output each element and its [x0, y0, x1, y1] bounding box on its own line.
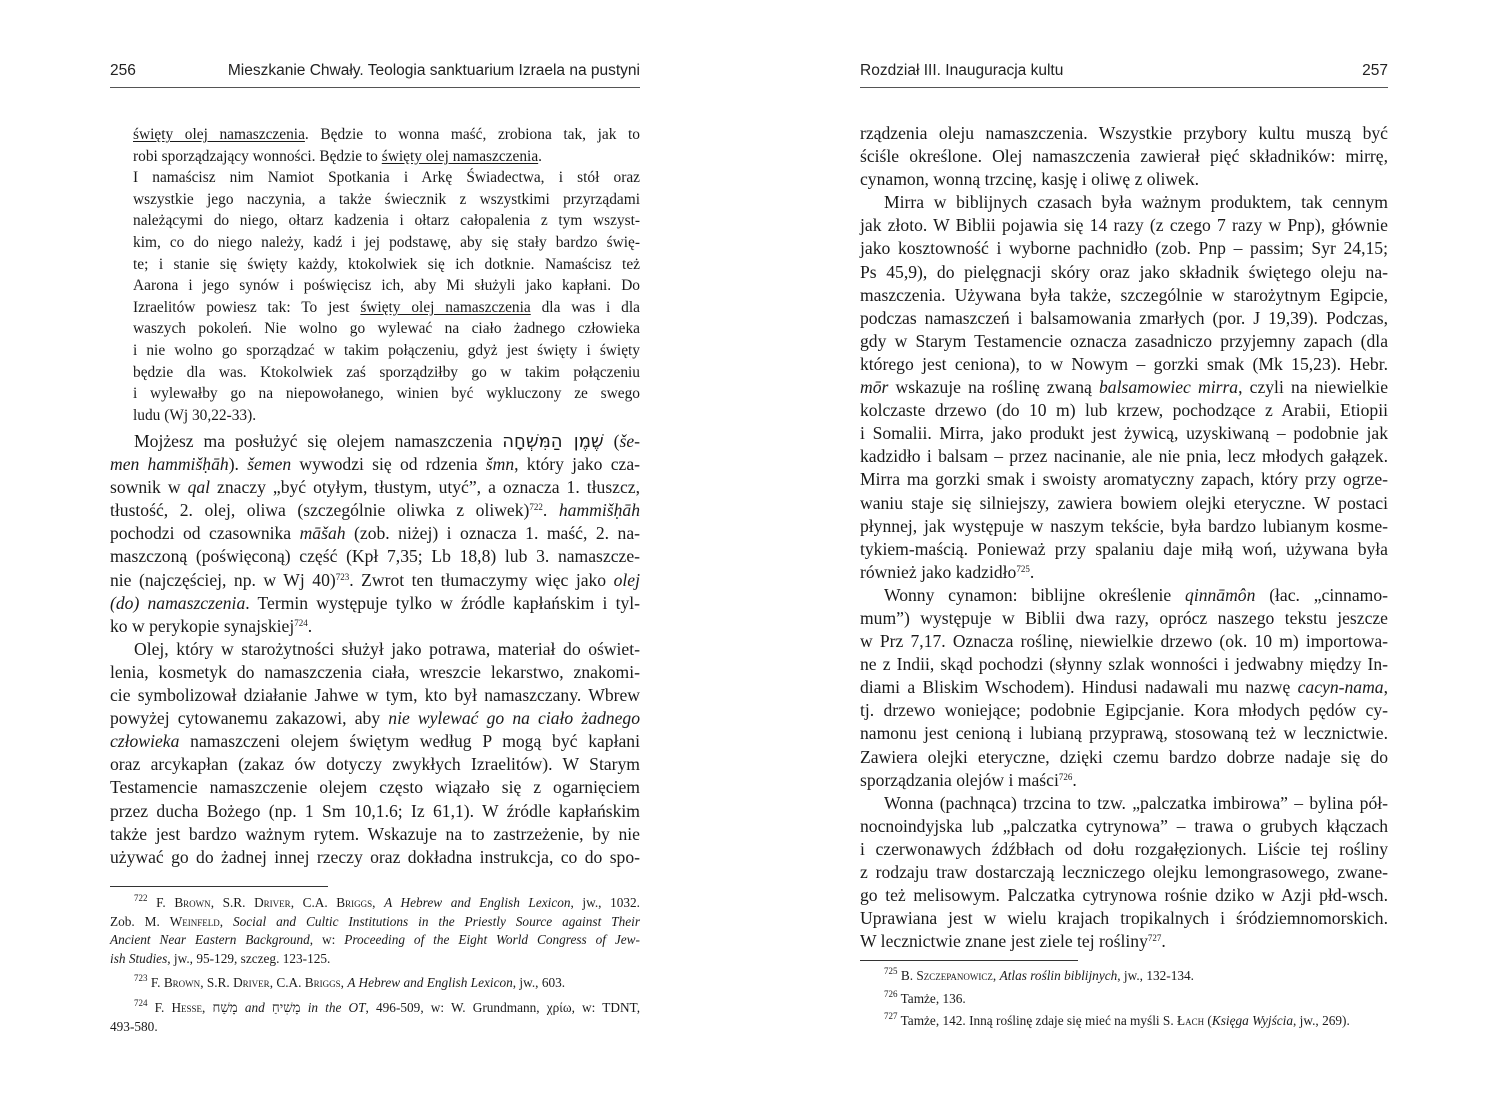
body-line: nocnoindyjska lub „palczatka cytrynowa” – trawa o grubych kłączach [860, 815, 1388, 836]
body-line: Uprawiana jest w wielu krajach tropikalnych i śródziemnomorskich. [860, 908, 1388, 929]
body-line: namonu jest cenioną i lubianą przyprawą, stosowaną też w lecznictwie. [860, 723, 1388, 744]
body-text [110, 430, 640, 869]
quote-line: ludu (Wj 30,22-33). [133, 406, 257, 424]
footnote-ref[interactable]: 726 [1058, 771, 1073, 782]
footnote-rule [110, 886, 328, 887]
header-rule [860, 87, 1388, 88]
body-line: (do) namaszczenia. Termin występuje tylko w źródle kapłańskim i tyl- [110, 592, 640, 613]
body-line: jak złoto. W Biblii pojawia się 14 razy (z czego 7 razy w Pnp), głównie [860, 215, 1388, 236]
quote-line: kim, co do niego należy, kadź i jej podstawę, aby się stały bardzo świę- [133, 233, 640, 251]
body-line: oraz arcykapłan (zakaz ów dotyczy zwykłych Izraelitów). W Starym [110, 754, 640, 775]
body-line: Mirra ma gorzki smak i swoisty aromatyczny zapach, który przy ogrze- [860, 469, 1388, 490]
body-line: kolczaste drzewo (do 10 m) lub krzew, pochodzące z Arabii, Etiopii [860, 400, 1388, 421]
footnote-722: $^{722}$ F. Brown, S.R. Driver, C.A. Briggs, A Hebrew and English Lexicon, jw., 1032. [134, 893, 640, 910]
footnote-line: Zob. M. Weinfeld, Social and Cultic Institutions in the Priestly Source against Their [110, 913, 640, 929]
body-line: jako kosztowność i wyborne pachnidło (zob. Pnp – passim; Syr 24,15; [860, 238, 1388, 259]
body-line: także jest bardzo ważnym rytem. Wskazuje na to zastrzeżenie, by nie [110, 823, 640, 844]
body-line: waniu staje się silniejszy, zawiera bowiem olejki eteryczne. W postaci [860, 492, 1388, 513]
block-quotation [133, 124, 640, 426]
body-line: Olej, który w starożytności służył jako potrawa, materiał do oświet- [134, 638, 640, 659]
footnote-727: $^{727}$ Tamże, 142. Inną roślinę zdaje się mieć na myśli S. Łach (Księga Wyjścia, jw., 269). [884, 1011, 1350, 1029]
quote-line: należącymi do niego, ołtarz kadzenia i ołtarz całopalenia z tym wszyst- [133, 212, 640, 230]
quote-line: wszystkie jego naczynia, a także świecznik z wszystkimi przyrządami [133, 190, 640, 208]
running-title: Mieszkanie Chwały. Teologia sanktuarium Izraela na pustyni [227, 62, 640, 79]
footnote-rule [860, 960, 1078, 961]
body-line: tykiem-maścią. Ponieważ przy spalaniu daje miłą woń, używana była [860, 538, 1388, 559]
footnote-ref[interactable]: 727 [1147, 933, 1162, 944]
body-line: Mirra w biblijnych czasach była ważnym produktem, tak cennym [884, 192, 1388, 213]
quote-line: i wylewałby go na niepowołanego, winien być wykluczony ze swego [133, 385, 640, 403]
body-line: sporządzania olejów i maści$^{726}$. [860, 769, 1077, 790]
hebrew-term: שֶׁמֶן הַמִּשְׁחָה [502, 431, 604, 452]
body-line: cynamon, wonną trzcinę, kasję i oliwę z oliwek. [860, 169, 1200, 190]
body-line: Wonny cynamon: biblijne określenie qinnāmôn (łac. „cinnamo- [884, 584, 1388, 605]
quote-line: robi sporządzający wonności. Będzie to święty olej namaszczenia. [133, 147, 543, 165]
quote-line: waszych pokoleń. Nie wolno go wylewać na ciało żadnego człowieka [133, 320, 640, 338]
body-line: lenia, kosmetyk do namaszczenia ciała, wreszcie lekarstwo, znakomi- [110, 661, 640, 682]
body-line: gdy w Starym Testamencie oznacza zasadniczo przyjemny zapach (dla [860, 330, 1388, 351]
body-line: ko w perykopie synajskiej$^{724}$. [110, 615, 313, 636]
body-line: powyżej cytowanemu zakazowi, aby nie wylewać go na ciało żadnego [110, 708, 641, 729]
body-line: men hammišḥāh). šemen wywodzi się od rdzenia šmn, który jako cza- [110, 454, 641, 475]
body-line: mum”) występuje w Biblii dwa razy, oprócz naszego tekstu jeszcze [860, 607, 1388, 628]
running-title: Rozdział III. Inauguracja kultu [860, 62, 1064, 79]
body-line: przez ducha Bożego (np. 1 Sm 10,1.6; Iz 61,1). W źródle kapłańskim [110, 800, 640, 821]
body-line: używać go do żadnej innej rzeczy oraz dokładna instrukcja, co do spo- [110, 846, 640, 867]
quote-line: i nie wolno go sporządzać w takim połączeniu, gdyż jest święty i święty [133, 341, 640, 359]
body-line: tłustość, 2. olej, oliwa (szczególnie oliwka z oliwek)$^{722}$. hammišḥāh [110, 500, 640, 521]
quote-line: święty olej namaszczenia. Będzie to wonna maść, zrobiona tak, jak to [133, 126, 640, 143]
body-line: pochodzi od czasownika māšah (zob. niżej) i oznacza 1. maść, 2. na- [110, 523, 640, 544]
footnotes [110, 894, 640, 1036]
body-line: kadzidło i balsam – przez nacinanie, ale nie pnia, lecz młodych gałązek. [860, 446, 1388, 467]
body-line: i Somalii. Mirra, jako produkt jest żywicą, uzyskiwaną – podobnie jak [860, 423, 1388, 444]
page-number: 256 [110, 62, 136, 79]
body-line: Mojżesz ma posłużyć się olejem namaszczenia שֶׁמֶן הַמִּשְׁחָה (še- [134, 431, 640, 452]
footnotes [860, 967, 1388, 1031]
body-line: płynnej, jak występuje w naszym tekście, była bardzo lubianym kosme- [860, 515, 1388, 536]
footnote-726: $^{726}$ Tamże, 136. [884, 988, 966, 1006]
footnote-ref[interactable]: 723 [335, 571, 350, 582]
body-line: ne z Indii, skąd pochodzi (słynny szlak wonności i jedwabny między In- [860, 654, 1388, 675]
footnote-ref[interactable]: 722 [529, 502, 543, 513]
quote-line: będzie dla was. Ktokolwiek zaś sporządziłby go w takim połączeniu [133, 363, 640, 381]
body-line: rządzenia oleju namaszczenia. Wszystkie przybory kultu muszą być [860, 123, 1388, 143]
body-line: ściśle określone. Olej namaszczenia zawierał pięć składników: mirrę, [860, 146, 1388, 167]
body-line: tj. drzewo woniejące; podobnie Egipcjanie. Kora młodych pędów cy- [860, 700, 1388, 721]
body-line: Testamencie namaszczenie olejem często wiązało się z ogarnięciem [110, 777, 640, 798]
footnote-723: $^{723}$ F. Brown, S.R. Driver, C.A. Briggs, A Hebrew and English Lexicon, jw., 603. [134, 973, 566, 991]
body-text [860, 122, 1388, 953]
body-line: Zawiera olejki eteryczne, dzięki czemu bardzo dobrze nadaje się do [860, 746, 1388, 767]
quote-line: te; i stanie się święty każdy, ktokolwiek się ich dotknie. Namaścisz też [133, 255, 640, 273]
body-line: cie symbolizował działanie Jahwe w tym, kto był namaszczany. Wbrew [110, 685, 640, 706]
body-line: z rodzaju traw dostarczają leczniczego olejku lemongrasowego, zwane- [860, 862, 1388, 882]
body-line: mōr wskazuje na roślinę zwaną balsamowiec mirra, czyli na niewielkie [860, 377, 1389, 398]
body-line: maszczoną (poświęconą) część (Kpł 7,35; Lb 18,8) lub 3. namaszcze- [110, 546, 640, 567]
header-rule [110, 87, 640, 88]
footnote-724: $^{724}$ F. Hesse, מָשַׁח and מָשִׁיחַ in the OT, 496-509, w: W. Grundmann, χρίω, w: TDNT, [134, 997, 641, 1015]
right-page [750, 0, 1500, 1115]
body-line: maszczenia. Używana była także, szczególnie w starożytnym Egipcie, [860, 284, 1388, 305]
quote-line: Izraelitów powiesz tak: To jest święty olej namaszczenia dla was i dla [133, 298, 640, 316]
footnote-line: 493-580. [110, 1018, 158, 1034]
page-number: 257 [1362, 62, 1388, 79]
body-line: człowieka namaszczeni olejem świętym według P mogą być kapłani [110, 731, 640, 752]
quote-line: I namaścisz nim Namiot Spotkania i Arkę Świadectwa, i stół oraz [133, 169, 640, 187]
footnote-line: Ancient Near Eastern Background, w: Proceeding of the Eight World Congress of Jew- [110, 932, 640, 948]
body-line: sownik w qal znaczy „być otyłym, tłustym, utyć”, a oznacza 1. tłuszcz, [110, 477, 640, 498]
body-line: w Prz 7,17. Oznacza roślinę, niewielkie drzewo (ok. 10 m) importowa- [860, 631, 1388, 652]
footnote-ref[interactable]: 725 [1016, 563, 1030, 574]
body-line: diami a Bliskim Wschodem). Hindusi nadawali mu nazwę cacyn-nama, [860, 677, 1388, 698]
footnote-ref[interactable]: 724 [294, 617, 308, 628]
body-line: którego jest ceniona), to w Nowym – gorzki smak (Mk 15,23). Hebr. [860, 353, 1388, 374]
body-line: go też melisowym. Palczatka cytrynowa rośnie dziko w Azji płd-wsch. [860, 885, 1388, 906]
quote-line: Aarona i jego synów i poświęcisz ich, aby Mi służyli jako kapłani. Do [133, 277, 640, 295]
body-line: Ps 45,9), do pielęgnacji skóry oraz jako składnik świętego oleju na- [860, 261, 1388, 282]
body-line: i czerwonawych źdźbłach od dołu rozgałęzionych. Liście tej rośliny [860, 838, 1388, 859]
body-line: Wonna (pachnąca) trzcina to tzw. „palczatka imbirowa” – bylina pół- [884, 792, 1388, 813]
body-line: nie (najczęściej, np. w Wj 40)$^{723}$. Zwrot ten tłumaczymy więc jako olej [110, 569, 640, 590]
footnote-725: $^{725}$ B. Szczepanowicz, Atlas roślin biblijnych, jw., 132-134. [884, 966, 1194, 983]
footnote-line: ish Studies, jw., 95-129, szczeg. 123-125. [110, 950, 331, 966]
body-line: również jako kadzidło$^{725}$. [860, 561, 1035, 582]
body-line: podczas namaszczeń i balsamowania zmarłych (por. J 19,39). Podczas, [860, 307, 1388, 328]
body-line: W lecznictwie znane jest ziele tej rośliny$^{727}$. [860, 931, 1166, 952]
